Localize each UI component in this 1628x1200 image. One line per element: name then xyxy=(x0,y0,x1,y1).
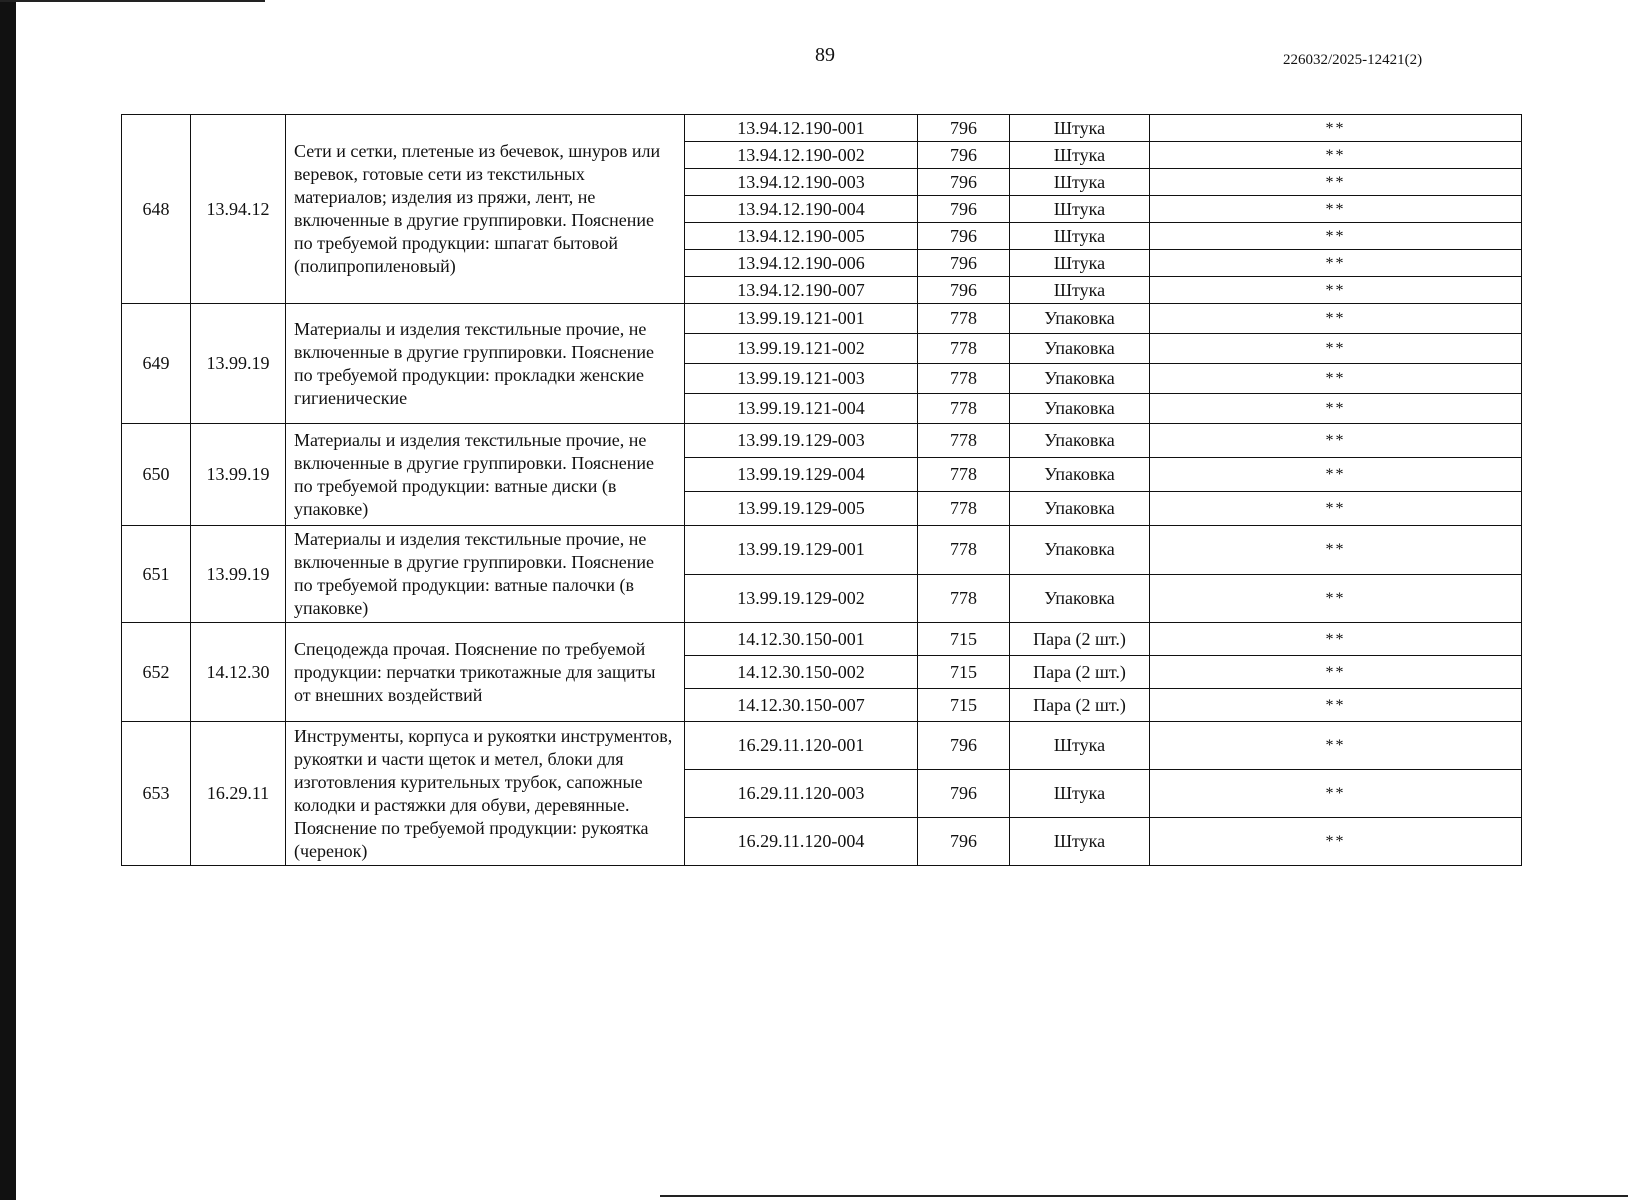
description-cell: Материалы и изделия текстильные прочие, не включенные в другие группировки. Пояснение по требуемой продукции: ватные диски (в упаковке) xyxy=(286,424,685,526)
okei-code-cell: 778 xyxy=(918,458,1010,492)
ktru-code-cell: 13.99.19.129-005 xyxy=(685,492,918,526)
okpd-code-cell: 14.12.30 xyxy=(191,623,286,722)
note-cell: ** xyxy=(1150,169,1522,196)
note-cell: ** xyxy=(1150,492,1522,526)
unit-cell: Штука xyxy=(1010,223,1150,250)
okei-code-cell: 796 xyxy=(918,169,1010,196)
scan-edge-top xyxy=(0,0,265,2)
unit-cell: Упаковка xyxy=(1010,394,1150,424)
ktru-code-cell: 16.29.11.120-003 xyxy=(685,770,918,818)
unit-cell: Штука xyxy=(1010,169,1150,196)
ktru-code-cell: 13.94.12.190-001 xyxy=(685,115,918,142)
unit-cell: Штука xyxy=(1010,250,1150,277)
okei-code-cell: 796 xyxy=(918,722,1010,770)
document-id: 226032/2025-12421(2) xyxy=(1283,52,1423,68)
table-row xyxy=(122,115,1522,142)
unit-cell: Пара (2 шт.) xyxy=(1010,656,1150,689)
ktru-code-cell: 14.12.30.150-007 xyxy=(685,689,918,722)
okei-code-cell: 796 xyxy=(918,115,1010,142)
note-cell: ** xyxy=(1150,656,1522,689)
unit-cell: Упаковка xyxy=(1010,334,1150,364)
row-number-cell: 651 xyxy=(122,526,191,623)
ktru-code-cell: 13.94.12.190-003 xyxy=(685,169,918,196)
unit-cell: Упаковка xyxy=(1010,526,1150,575)
unit-cell: Пара (2 шт.) xyxy=(1010,689,1150,722)
unit-cell: Штука xyxy=(1010,722,1150,770)
unit-cell: Упаковка xyxy=(1010,364,1150,394)
okei-code-cell: 796 xyxy=(918,223,1010,250)
okei-code-cell: 796 xyxy=(918,277,1010,304)
note-cell: ** xyxy=(1150,689,1522,722)
ktru-code-cell: 13.99.19.121-004 xyxy=(685,394,918,424)
okei-code-cell: 778 xyxy=(918,334,1010,364)
okei-code-cell: 778 xyxy=(918,574,1010,623)
note-cell: ** xyxy=(1150,223,1522,250)
note-cell: ** xyxy=(1150,394,1522,424)
products-table xyxy=(121,114,1522,866)
note-cell: ** xyxy=(1150,722,1522,770)
okei-code-cell: 778 xyxy=(918,364,1010,394)
table-row xyxy=(122,722,1522,770)
okpd-code-cell: 13.99.19 xyxy=(191,304,286,424)
ktru-code-cell: 14.12.30.150-002 xyxy=(685,656,918,689)
ktru-code-cell: 13.99.19.121-002 xyxy=(685,334,918,364)
ktru-code-cell: 13.94.12.190-005 xyxy=(685,223,918,250)
unit-cell: Штука xyxy=(1010,818,1150,866)
table-row xyxy=(122,526,1522,575)
ktru-code-cell: 13.94.12.190-006 xyxy=(685,250,918,277)
note-cell: ** xyxy=(1150,304,1522,334)
ktru-code-cell: 16.29.11.120-001 xyxy=(685,722,918,770)
unit-cell: Упаковка xyxy=(1010,458,1150,492)
okpd-code-cell: 13.99.19 xyxy=(191,424,286,526)
okei-code-cell: 796 xyxy=(918,142,1010,169)
note-cell: ** xyxy=(1150,196,1522,223)
page-number: 89 xyxy=(815,44,835,66)
ktru-code-cell: 13.99.19.121-003 xyxy=(685,364,918,394)
row-number-cell: 649 xyxy=(122,304,191,424)
row-number-cell: 653 xyxy=(122,722,191,866)
unit-cell: Пара (2 шт.) xyxy=(1010,623,1150,656)
note-cell: ** xyxy=(1150,364,1522,394)
okei-code-cell: 796 xyxy=(918,196,1010,223)
ktru-code-cell: 13.99.19.129-002 xyxy=(685,574,918,623)
description-cell: Материалы и изделия текстильные прочие, не включенные в другие группировки. Пояснение по требуемой продукции: прокладки женские гигиенические xyxy=(286,304,685,424)
note-cell: ** xyxy=(1150,277,1522,304)
note-cell: ** xyxy=(1150,574,1522,623)
scan-edge-bottom xyxy=(660,1195,1628,1197)
okei-code-cell: 715 xyxy=(918,656,1010,689)
row-number-cell: 650 xyxy=(122,424,191,526)
unit-cell: Штука xyxy=(1010,115,1150,142)
ktru-code-cell: 14.12.30.150-001 xyxy=(685,623,918,656)
table-row xyxy=(122,623,1522,656)
okpd-code-cell: 13.99.19 xyxy=(191,526,286,623)
note-cell: ** xyxy=(1150,334,1522,364)
scan-edge-left xyxy=(0,0,16,1200)
unit-cell: Упаковка xyxy=(1010,574,1150,623)
okei-code-cell: 715 xyxy=(918,623,1010,656)
note-cell: ** xyxy=(1150,458,1522,492)
table-row xyxy=(122,424,1522,458)
description-cell: Инструменты, корпуса и рукоятки инструментов, рукоятки и части щеток и метел, блоки для изготовления курительных трубок, сапожные колодки и растяжки для обуви, деревянные. Пояснение по требуемой продукции: рукоятка (черенок) xyxy=(286,722,685,866)
ktru-code-cell: 13.99.19.129-004 xyxy=(685,458,918,492)
unit-cell: Штука xyxy=(1010,770,1150,818)
note-cell: ** xyxy=(1150,770,1522,818)
ktru-code-cell: 13.99.19.129-001 xyxy=(685,526,918,575)
ktru-code-cell: 13.99.19.129-003 xyxy=(685,424,918,458)
note-cell: ** xyxy=(1150,115,1522,142)
okpd-code-cell: 13.94.12 xyxy=(191,115,286,304)
okei-code-cell: 796 xyxy=(918,770,1010,818)
note-cell: ** xyxy=(1150,623,1522,656)
row-number-cell: 648 xyxy=(122,115,191,304)
description-cell: Спецодежда прочая. Пояснение по требуемой продукции: перчатки трикотажные для защиты от внешних воздействий xyxy=(286,623,685,722)
unit-cell: Упаковка xyxy=(1010,304,1150,334)
unit-cell: Штука xyxy=(1010,196,1150,223)
unit-cell: Штука xyxy=(1010,142,1150,169)
okei-code-cell: 796 xyxy=(918,250,1010,277)
note-cell: ** xyxy=(1150,424,1522,458)
description-cell: Сети и сетки, плетеные из бечевок, шнуров или веревок, готовые сети из текстильных материалов; изделия из пряжи, лент, не включенные в другие группировки. Пояснение по требуемой продукции: шпагат бытовой (полипропиленовый) xyxy=(286,115,685,304)
okei-code-cell: 778 xyxy=(918,526,1010,575)
unit-cell: Упаковка xyxy=(1010,492,1150,526)
note-cell: ** xyxy=(1150,818,1522,866)
okei-code-cell: 796 xyxy=(918,818,1010,866)
okei-code-cell: 778 xyxy=(918,424,1010,458)
ktru-code-cell: 13.94.12.190-007 xyxy=(685,277,918,304)
ktru-code-cell: 13.94.12.190-004 xyxy=(685,196,918,223)
unit-cell: Штука xyxy=(1010,277,1150,304)
note-cell: ** xyxy=(1150,250,1522,277)
ktru-code-cell: 16.29.11.120-004 xyxy=(685,818,918,866)
description-cell: Материалы и изделия текстильные прочие, не включенные в другие группировки. Пояснение по требуемой продукции: ватные палочки (в упаковке) xyxy=(286,526,685,623)
unit-cell: Упаковка xyxy=(1010,424,1150,458)
table-row xyxy=(122,304,1522,334)
table-body xyxy=(122,115,1522,866)
note-cell: ** xyxy=(1150,142,1522,169)
okei-code-cell: 778 xyxy=(918,492,1010,526)
okpd-code-cell: 16.29.11 xyxy=(191,722,286,866)
row-number-cell: 652 xyxy=(122,623,191,722)
ktru-code-cell: 13.99.19.121-001 xyxy=(685,304,918,334)
okei-code-cell: 715 xyxy=(918,689,1010,722)
okei-code-cell: 778 xyxy=(918,394,1010,424)
okei-code-cell: 778 xyxy=(918,304,1010,334)
note-cell: ** xyxy=(1150,526,1522,575)
ktru-code-cell: 13.94.12.190-002 xyxy=(685,142,918,169)
